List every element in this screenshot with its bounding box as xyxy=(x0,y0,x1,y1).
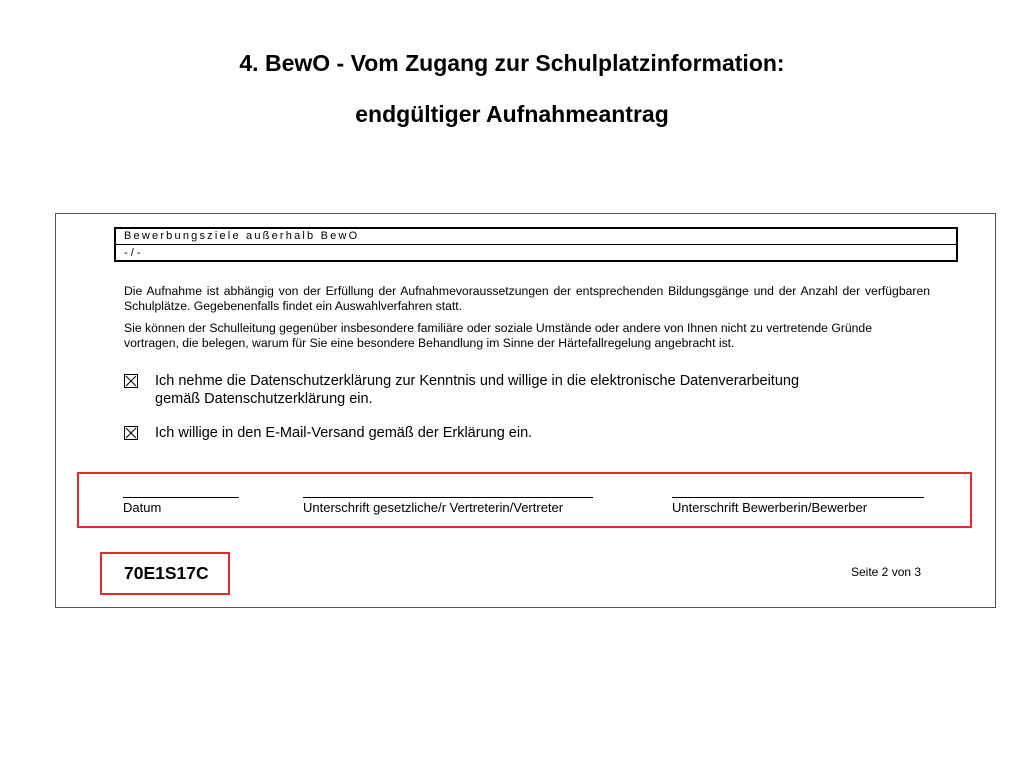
privacy-consent-line2: gemäß Datenschutzerklärung ein. xyxy=(155,391,373,407)
privacy-consent-text xyxy=(155,372,799,408)
goals-table-value: - / - xyxy=(124,247,141,259)
applicant-signature-label: Unterschrift Bewerberin/Bewerber xyxy=(672,500,868,515)
checked-x-icon xyxy=(125,375,137,387)
page-indicator: Seite 2 von 3 xyxy=(851,565,922,579)
date-signature-line[interactable] xyxy=(123,497,239,498)
privacy-consent-checkbox[interactable] xyxy=(124,374,138,388)
form-code: 70E1S17C xyxy=(124,563,209,583)
form-code-highlight-box xyxy=(100,552,230,595)
goals-table-header: Bewerbungsziele außerhalb BewO xyxy=(116,229,956,245)
guardian-signature-label: Unterschrift gesetzliche/r Vertreterin/Vertreter xyxy=(303,500,564,515)
checked-x-icon xyxy=(125,427,137,439)
admission-info-paragraph: Die Aufnahme ist abhängig von der Erfüllung der Aufnahmevoraussetzungen der entsprechenden Bildungsgänge und der Anzahl der verfügbaren Schulplätze. Gegebenenfalls findet ein Auswahlverfahren statt. xyxy=(124,284,930,313)
email-consent-checkbox[interactable] xyxy=(124,426,138,440)
email-consent-text: Ich willige in den E-Mail-Versand gemäß der Erklärung ein. xyxy=(155,425,533,441)
guardian-signature-line[interactable] xyxy=(303,497,593,498)
application-goals-table xyxy=(114,227,958,262)
privacy-consent-line1: Ich nehme die Datenschutzerklärung zur Kenntnis und willige in die elektronische Datenverarbeitung xyxy=(155,373,800,389)
hardship-info-paragraph: Sie können der Schulleitung gegenüber insbesondere familiäre oder soziale Umstände oder andere von Ihnen nicht zu vertretende Gründe vortragen, die belegen, warum für Sie eine besondere Behandlung im Sinne der Härtefallregelung angebracht ist. xyxy=(124,321,872,350)
form-document-frame xyxy=(55,213,996,608)
date-label: Datum xyxy=(123,500,162,515)
applicant-signature-line[interactable] xyxy=(672,497,924,498)
slide-title: 4. BewO - Vom Zugang zur Schulplatzinformation: xyxy=(239,50,785,76)
slide-subtitle: endgültiger Aufnahmeantrag xyxy=(355,101,669,127)
